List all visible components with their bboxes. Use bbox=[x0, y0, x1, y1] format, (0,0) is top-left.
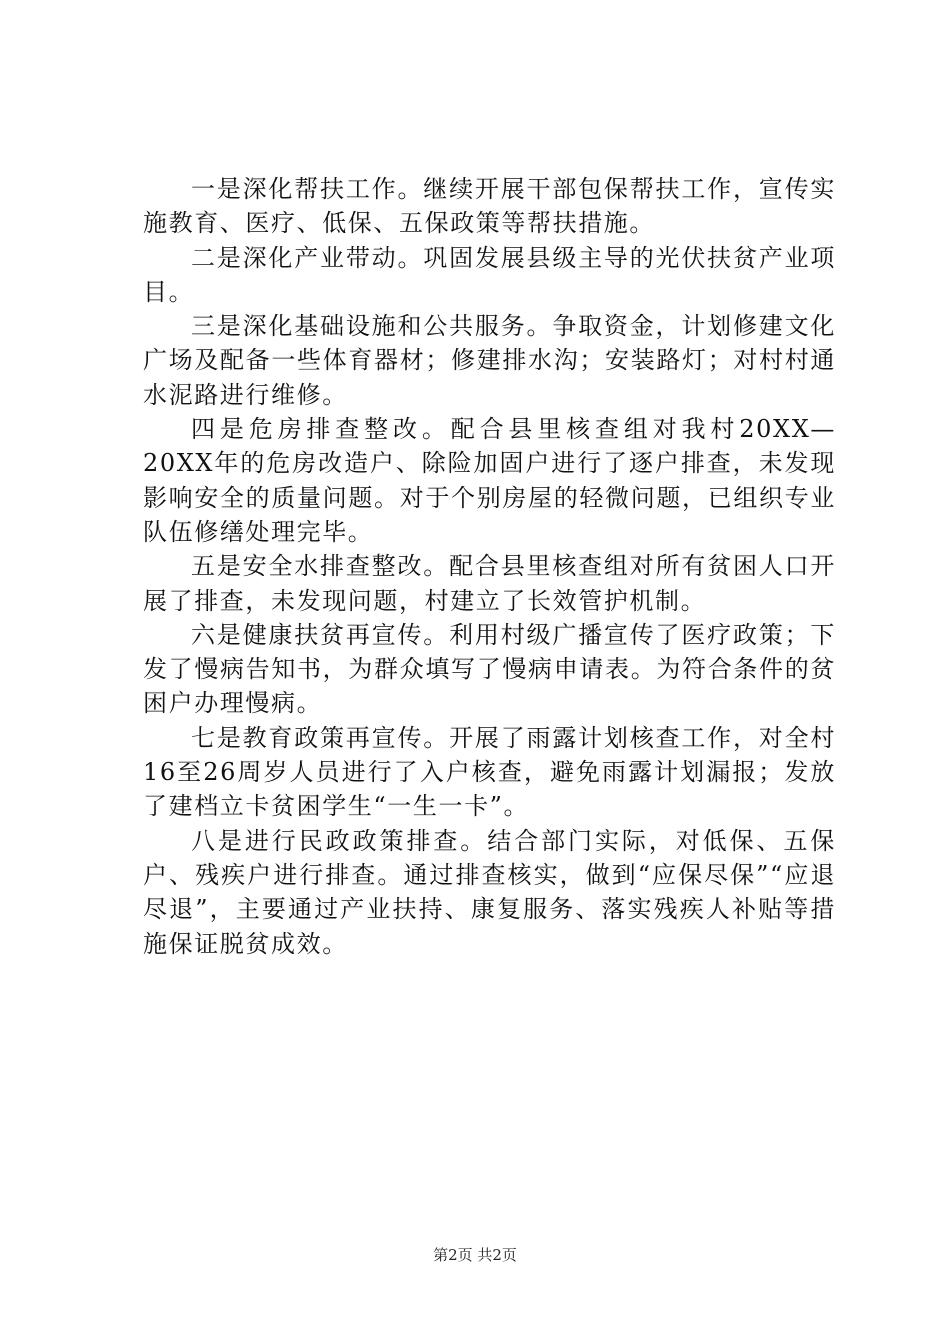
paragraph-3: 三是深化基础设施和公共服务。争取资金，计划修建文化广场及配备一些体育器材；修建排水沟；安装路灯；对村村通水泥路进行维修。 bbox=[143, 312, 836, 409]
document-body bbox=[143, 172, 836, 961]
paragraph-8: 八是进行民政政策排查。结合部门实际，对低保、五保户、残疾户进行排查。通过排查核实，做到“应保尽保”“应退尽退”，主要通过产业扶持、康复服务、落实残疾人补贴等措施保证脱贫成效。 bbox=[143, 826, 836, 958]
paragraph-5: 五是安全水排查整改。配合县里核查组对所有贫困人口开展了排查，未发现问题，村建立了长效管护机制。 bbox=[143, 552, 836, 615]
page-footer: 第2页 共2页 bbox=[433, 1246, 517, 1264]
paragraph-4: 四是危房排查整改。配合县里核查组对我村20XX—20XX年的危房改造户、除险加固户进行了逐户排查，未发现影响安全的质量问题。对于个别房屋的轻微问题，已组织专业队伍修缮处理完毕。 bbox=[143, 415, 836, 546]
paragraph-6: 六是健康扶贫再宣传。利用村级广播宣传了医疗政策；下发了慢病告知书，为群众填写了慢病申请表。为符合条件的贫困户办理慢病。 bbox=[143, 620, 836, 718]
paragraph-7: 七是教育政策再宣传。开展了雨露计划核查工作，对全村16至26周岁人员进行了入户核查，避免雨露计划漏报；发放了建档立卡贫困学生“一生一卡”。 bbox=[143, 723, 836, 821]
paragraph-1: 一是深化帮扶工作。继续开展干部包保帮扶工作，宣传实施教育、医疗、低保、五保政策等帮扶措施。 bbox=[143, 175, 836, 238]
paragraph-2: 二是深化产业带动。巩固发展县级主导的光伏扶贫产业项目。 bbox=[143, 243, 836, 306]
